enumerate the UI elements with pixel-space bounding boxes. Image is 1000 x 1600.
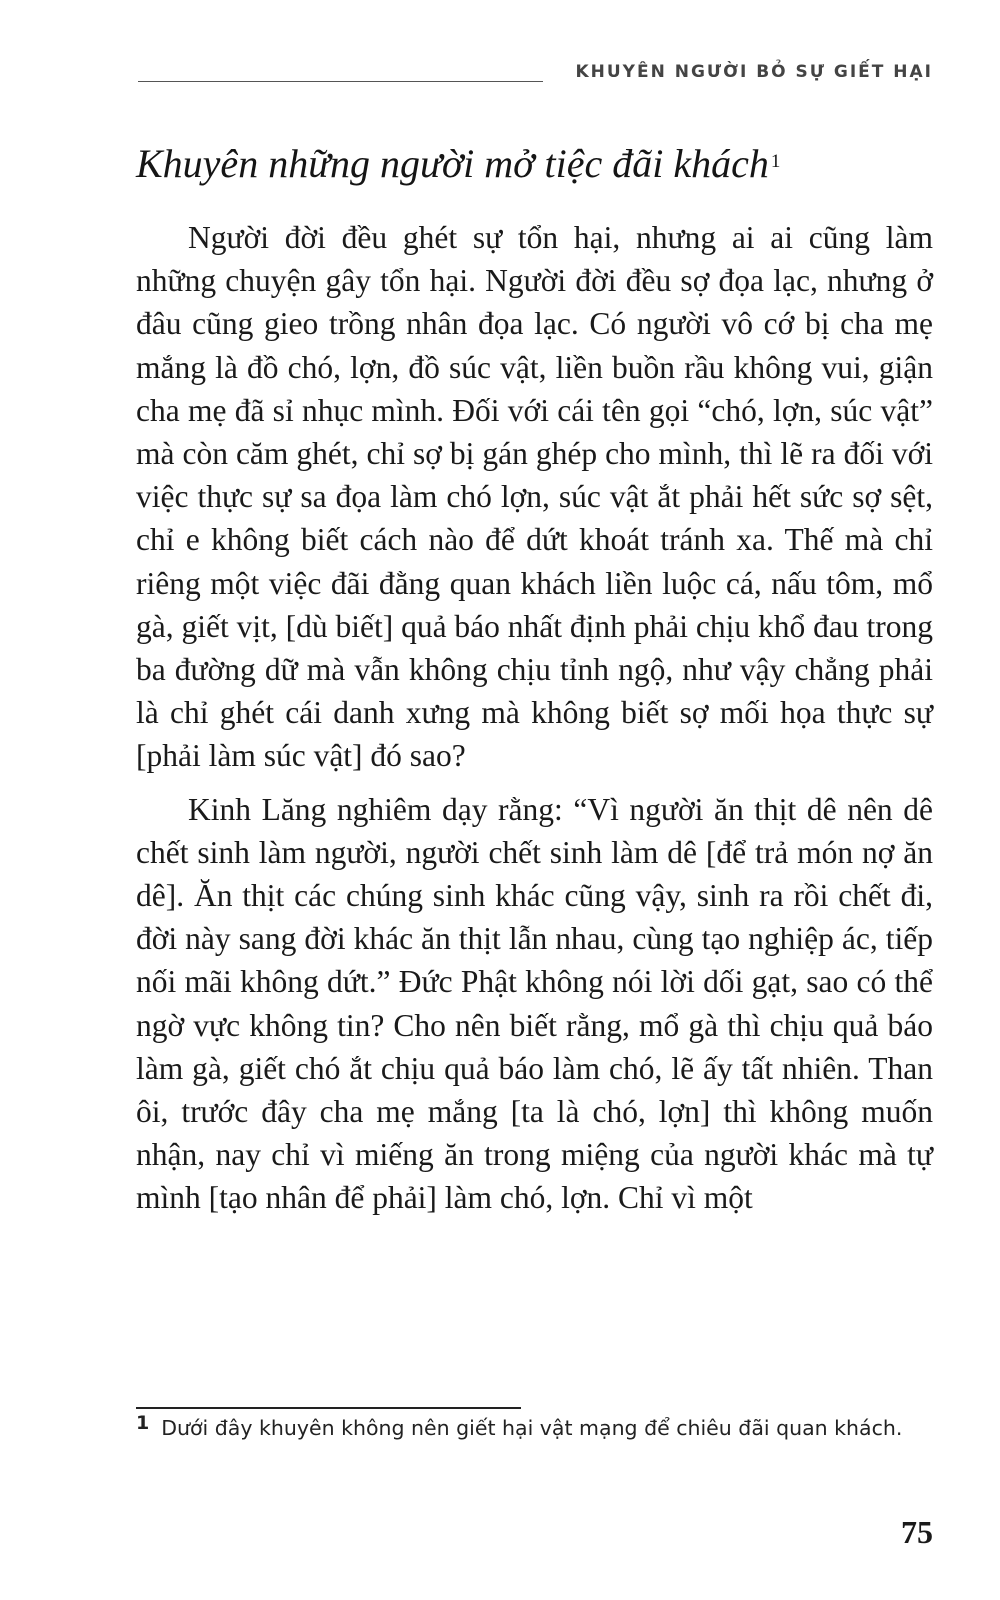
body-text — [136, 216, 933, 1220]
running-title: KHUYÊN NGƯỜI BỎ SỰ GIẾT HẠI — [575, 62, 933, 82]
running-header — [138, 62, 933, 88]
footnote-text: Dưới đây khuyên không nên giết hại vật mạng để chiêu đãi quan khách. — [161, 1416, 903, 1440]
section-title-text: Khuyên những người mở tiệc đãi khách — [136, 141, 769, 186]
footnote-number: 1 — [136, 1412, 150, 1434]
footnote-reference[interactable]: 1 — [770, 151, 781, 172]
paragraph-1: Người đời đều ghét sự tổn hại, nhưng ai ai cũng làm những chuyện gây tổn hại. Người đời đều sợ đọa lạc, nhưng ở đâu cũng gieo trồng nhân đọa lạc. Có người vô cớ bị cha mẹ mắng là đồ chó, lợn, đồ súc vật, liền buồn rầu không vui, giận cha mẹ đã sỉ nhục mình. Đối với cái tên gọi “chó, lợn, súc vật” mà còn căm ghét, chỉ sợ bị gán ghép cho mình, thì lẽ ra đối với việc thực sự sa đọa làm chó lợn, súc vật ắt phải hết sức sợ sệt, chỉ e không biết cách nào để dứt khoát tránh xa. Thế mà chỉ riêng một việc đãi đằng quan khách liền luộc cá, nấu tôm, mổ gà, giết vịt, [dù biết] quả báo nhất định phải chịu khổ đau trong ba đường dữ mà vẫn không chịu tỉnh ngộ, như vậy chẳng phải là chỉ ghét cái danh xưng mà không biết sợ mối họa thực sự [phải làm súc vật] đó sao? — [136, 220, 933, 774]
page-number: 75 — [901, 1514, 933, 1550]
footnote-rule — [136, 1407, 521, 1409]
paragraph-2: Kinh Lăng nghiêm dạy rằng: “Vì người ăn thịt dê nên dê chết sinh làm người, người chết sinh làm dê [để trả món nợ ăn dê]. Ăn thịt các chúng sinh khác cũng vậy, sinh ra rồi chết đi, đời này sang đời khác ăn thịt lẫn nhau, cùng tạo nghiệp ác, tiếp nối mãi không dứt.” Đức Phật không nói lời dối gạt, sao có thể ngờ vực không tin? Cho nên biết rằng, mổ gà thì chịu quả báo làm gà, giết chó ắt chịu quả báo làm chó, lẽ ấy tất nhiên. Than ôi, trước đây cha mẹ mắng [ta là chó, lợn] thì không muốn nhận, nay chỉ vì miếng ăn trong miệng của người khác mà tự mình [tạo nhân để phải] làm chó, lợn. Chỉ vì một — [136, 791, 933, 1216]
section-title — [136, 140, 780, 188]
footnote — [136, 1413, 933, 1444]
header-rule — [138, 81, 543, 82]
